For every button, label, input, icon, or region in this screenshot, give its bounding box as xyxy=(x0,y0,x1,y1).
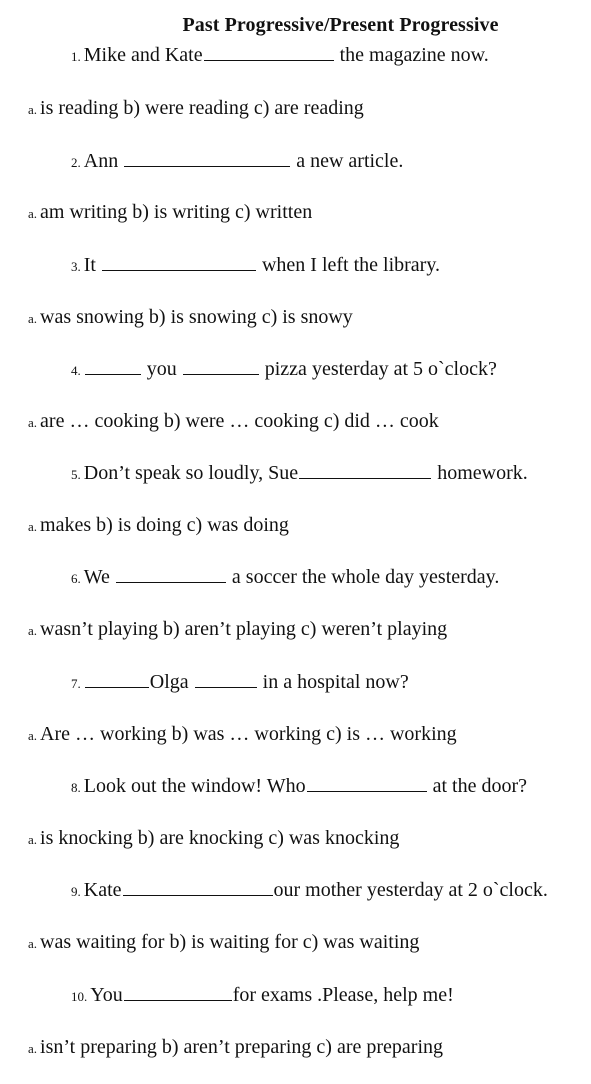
question-text-part: You xyxy=(90,984,123,1006)
question-text-part: our mother yesterday at 2 o`clock. xyxy=(273,879,548,901)
question-number: 4. xyxy=(71,363,81,378)
question-text-part: Olga xyxy=(149,671,194,693)
question-text-part: a soccer the whole day yesterday. xyxy=(226,566,500,588)
option-letter: a. xyxy=(28,623,38,638)
question-text-part: We xyxy=(83,566,115,588)
question-text-part: you xyxy=(141,358,182,380)
answer-blank xyxy=(102,254,256,271)
answer-options-text: am writing b) is writing c) written xyxy=(40,201,313,223)
question-7 xyxy=(71,671,409,694)
question-text-part: in a hospital now? xyxy=(257,671,409,693)
question-text-part: for exams .Please, help me! xyxy=(232,984,454,1006)
question-8 xyxy=(71,775,527,798)
answer-options-text: makes b) is doing c) was doing xyxy=(40,514,289,536)
answer-options-9 xyxy=(28,931,419,954)
question-2 xyxy=(71,150,403,173)
question-text-part: homework. xyxy=(432,462,528,484)
question-text-part: It xyxy=(83,254,101,276)
answer-options-7 xyxy=(28,723,457,746)
question-text-part: Mike and Kate xyxy=(83,44,203,66)
answer-options-text: wasn’t playing b) aren’t playing c) weren’t playing xyxy=(40,618,448,640)
answer-blank xyxy=(124,984,232,1001)
answer-options-text: are … cooking b) were … cooking c) did … cook xyxy=(40,410,439,432)
answer-options-4 xyxy=(28,410,439,433)
option-letter: a. xyxy=(28,102,38,117)
question-number: 6. xyxy=(71,571,81,586)
answer-blank xyxy=(124,150,290,167)
question-number: 2. xyxy=(71,155,81,170)
answer-options-8 xyxy=(28,827,399,850)
question-number: 8. xyxy=(71,780,81,795)
answer-options-text: is knocking b) are knocking c) was knocking xyxy=(40,827,400,849)
question-text-part: the magazine now. xyxy=(334,44,489,66)
answer-options-6 xyxy=(28,618,447,641)
question-10 xyxy=(71,984,454,1007)
answer-options-2 xyxy=(28,201,312,224)
question-number: 10. xyxy=(71,989,88,1004)
option-letter: a. xyxy=(28,519,38,534)
option-letter: a. xyxy=(28,206,38,221)
question-text-part: a new article. xyxy=(291,150,404,172)
answer-options-1 xyxy=(28,97,364,120)
answer-options-3 xyxy=(28,306,353,329)
option-letter: a. xyxy=(28,311,38,326)
answer-options-text: Are … working b) was … working c) is … working xyxy=(40,723,457,745)
question-number: 1. xyxy=(71,49,81,64)
answer-blank xyxy=(85,671,149,688)
question-9 xyxy=(71,879,548,902)
option-letter: a. xyxy=(28,728,38,743)
answer-blank xyxy=(123,879,273,896)
answer-blank xyxy=(116,566,226,583)
question-text-part: Ann xyxy=(83,150,124,172)
option-letter: a. xyxy=(28,415,38,430)
answer-blank xyxy=(299,462,431,479)
question-text-part: Look out the window! Who xyxy=(83,775,306,797)
answer-blank xyxy=(183,358,259,375)
question-text-part: Kate xyxy=(83,879,122,901)
question-number: 9. xyxy=(71,884,81,899)
answer-blank xyxy=(204,44,334,61)
question-text-part: at the door? xyxy=(427,775,527,797)
answer-options-5 xyxy=(28,514,289,537)
answer-options-10 xyxy=(28,1036,443,1059)
option-letter: a. xyxy=(28,832,38,847)
answer-blank xyxy=(307,775,427,792)
question-4 xyxy=(71,358,497,381)
answer-options-text: isn’t preparing b) aren’t preparing c) are preparing xyxy=(40,1036,443,1058)
question-number: 5. xyxy=(71,467,81,482)
answer-blank xyxy=(195,671,257,688)
answer-options-text: is reading b) were reading c) are reading xyxy=(40,97,364,119)
question-3 xyxy=(71,254,440,277)
question-5 xyxy=(71,462,528,485)
answer-options-text: was snowing b) is snowing c) is snowy xyxy=(40,306,353,328)
question-text-part: pizza yesterday at 5 o`clock? xyxy=(259,358,497,380)
question-text-part: when I left the library. xyxy=(256,254,441,276)
question-6 xyxy=(71,566,499,589)
option-letter: a. xyxy=(28,1041,38,1056)
question-text-part: Don’t speak so loudly, Sue xyxy=(83,462,299,484)
question-number: 3. xyxy=(71,259,81,274)
question-number: 7. xyxy=(71,676,81,691)
answer-blank xyxy=(85,358,141,375)
option-letter: a. xyxy=(28,936,38,951)
worksheet-title: Past Progressive/Present Progressive xyxy=(182,14,499,36)
question-1 xyxy=(71,44,489,67)
answer-options-text: was waiting for b) is waiting for c) was waiting xyxy=(40,931,420,953)
